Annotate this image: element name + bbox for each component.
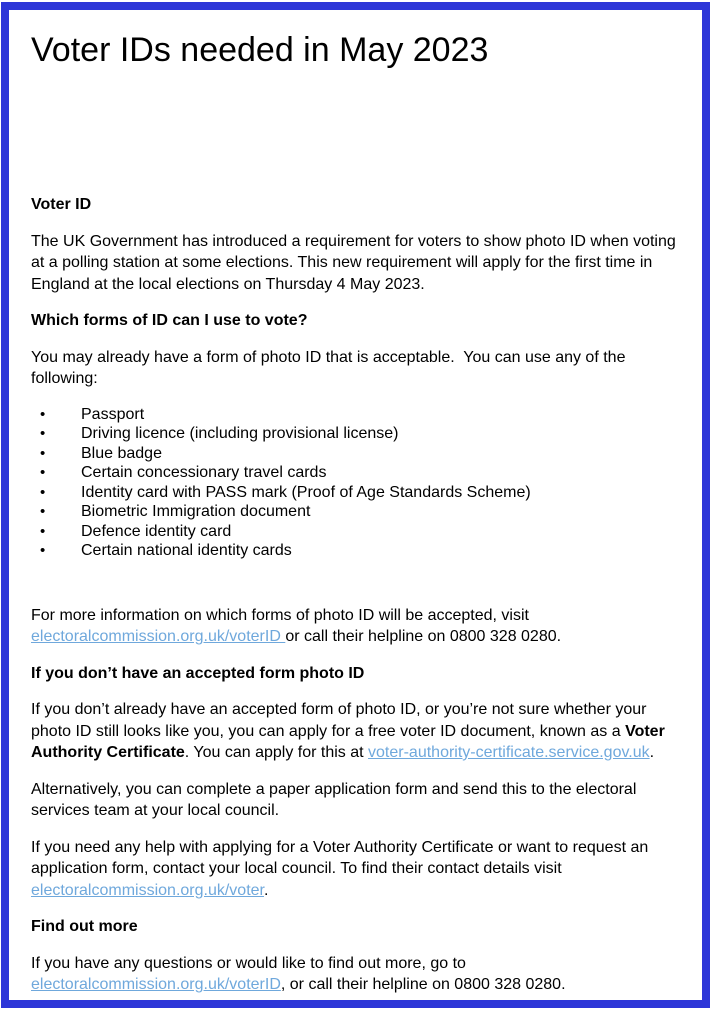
id-list-item: • Certain national identity cards bbox=[31, 541, 690, 561]
page-title: Voter IDs needed in May 2023 bbox=[31, 31, 489, 69]
id-list-item: • Certain concessionary travel cards bbox=[31, 463, 690, 483]
get-help-paragraph bbox=[31, 837, 690, 902]
id-list-item: • Defence identity card bbox=[31, 522, 690, 542]
text-segment: . bbox=[649, 744, 655, 761]
document-content bbox=[9, 10, 702, 996]
electoralcommission-voterid-link[interactable]: electoralcommission.org.uk/voterID bbox=[31, 628, 286, 645]
accepted-id-list bbox=[31, 405, 690, 561]
bold-text: Voter Authority Certificate bbox=[31, 722, 669, 761]
text-segment: , or call their helpline on 0800 328 0280. bbox=[280, 976, 566, 993]
find-out-more-heading: Find out more bbox=[31, 918, 138, 935]
electoralcommission-voterid-link-2[interactable]: electoralcommission.org.uk/voterID bbox=[31, 976, 281, 993]
id-list-item: • Driving licence (including provisional license) bbox=[31, 424, 690, 444]
voter-id-heading: Voter ID bbox=[31, 196, 92, 213]
text-segment: or call their helpline on 0800 328 0280. bbox=[285, 628, 562, 645]
which-forms-intro-paragraph: You may already have a form of photo ID that is acceptable. You can use any of the following: bbox=[31, 348, 630, 387]
more-info-paragraph bbox=[31, 605, 690, 648]
id-list-item: • Identity card with PASS mark (Proof of Age Standards Scheme) bbox=[31, 483, 690, 503]
id-list-item: • Blue badge bbox=[31, 444, 690, 464]
text-segment: If you don’t already have an accepted form of photo ID, or you’re not sure whether your photo ID still looks like you, you can apply for a free voter ID document, known as a bbox=[31, 701, 651, 740]
id-list-item: • Passport bbox=[31, 405, 690, 425]
text-segment: For more information on which forms of photo ID will be accepted, visit bbox=[31, 606, 534, 624]
apply-online-paragraph bbox=[31, 699, 690, 764]
which-forms-heading: Which forms of ID can I use to vote? bbox=[31, 312, 308, 329]
id-list-item: • Biometric Immigration document bbox=[31, 502, 690, 522]
voter-id-paragraph: The UK Government has introduced a requirement for voters to show photo ID when voting at a polling station at some elections. This new requirement will apply for the first time in England at the local elections on Thursday 4 May 2023. bbox=[31, 232, 681, 293]
apply-paper-paragraph: Alternatively, you can complete a paper application form and send this to the electoral services team at your local council. bbox=[31, 780, 641, 819]
text-segment: If you need any help with applying for a Voter Authority Certificate or want to request an application form, contact your local council. To find their contact details visit bbox=[31, 838, 653, 877]
electoralcommission-voter-link[interactable]: electoralcommission.org.uk/voter bbox=[31, 881, 264, 899]
find-out-more-paragraph bbox=[31, 953, 690, 996]
text-segment: . bbox=[263, 881, 269, 899]
document-page bbox=[1, 2, 710, 1008]
voter-authority-certificate-link[interactable]: voter-authority-certificate.service.gov.uk bbox=[368, 744, 650, 761]
no-accepted-id-heading: If you don’t have an accepted form photo ID bbox=[31, 664, 365, 682]
text-segment: . You can apply for this at bbox=[184, 744, 369, 761]
text-segment: If you have any questions or would like to find out more, go to bbox=[31, 954, 471, 972]
